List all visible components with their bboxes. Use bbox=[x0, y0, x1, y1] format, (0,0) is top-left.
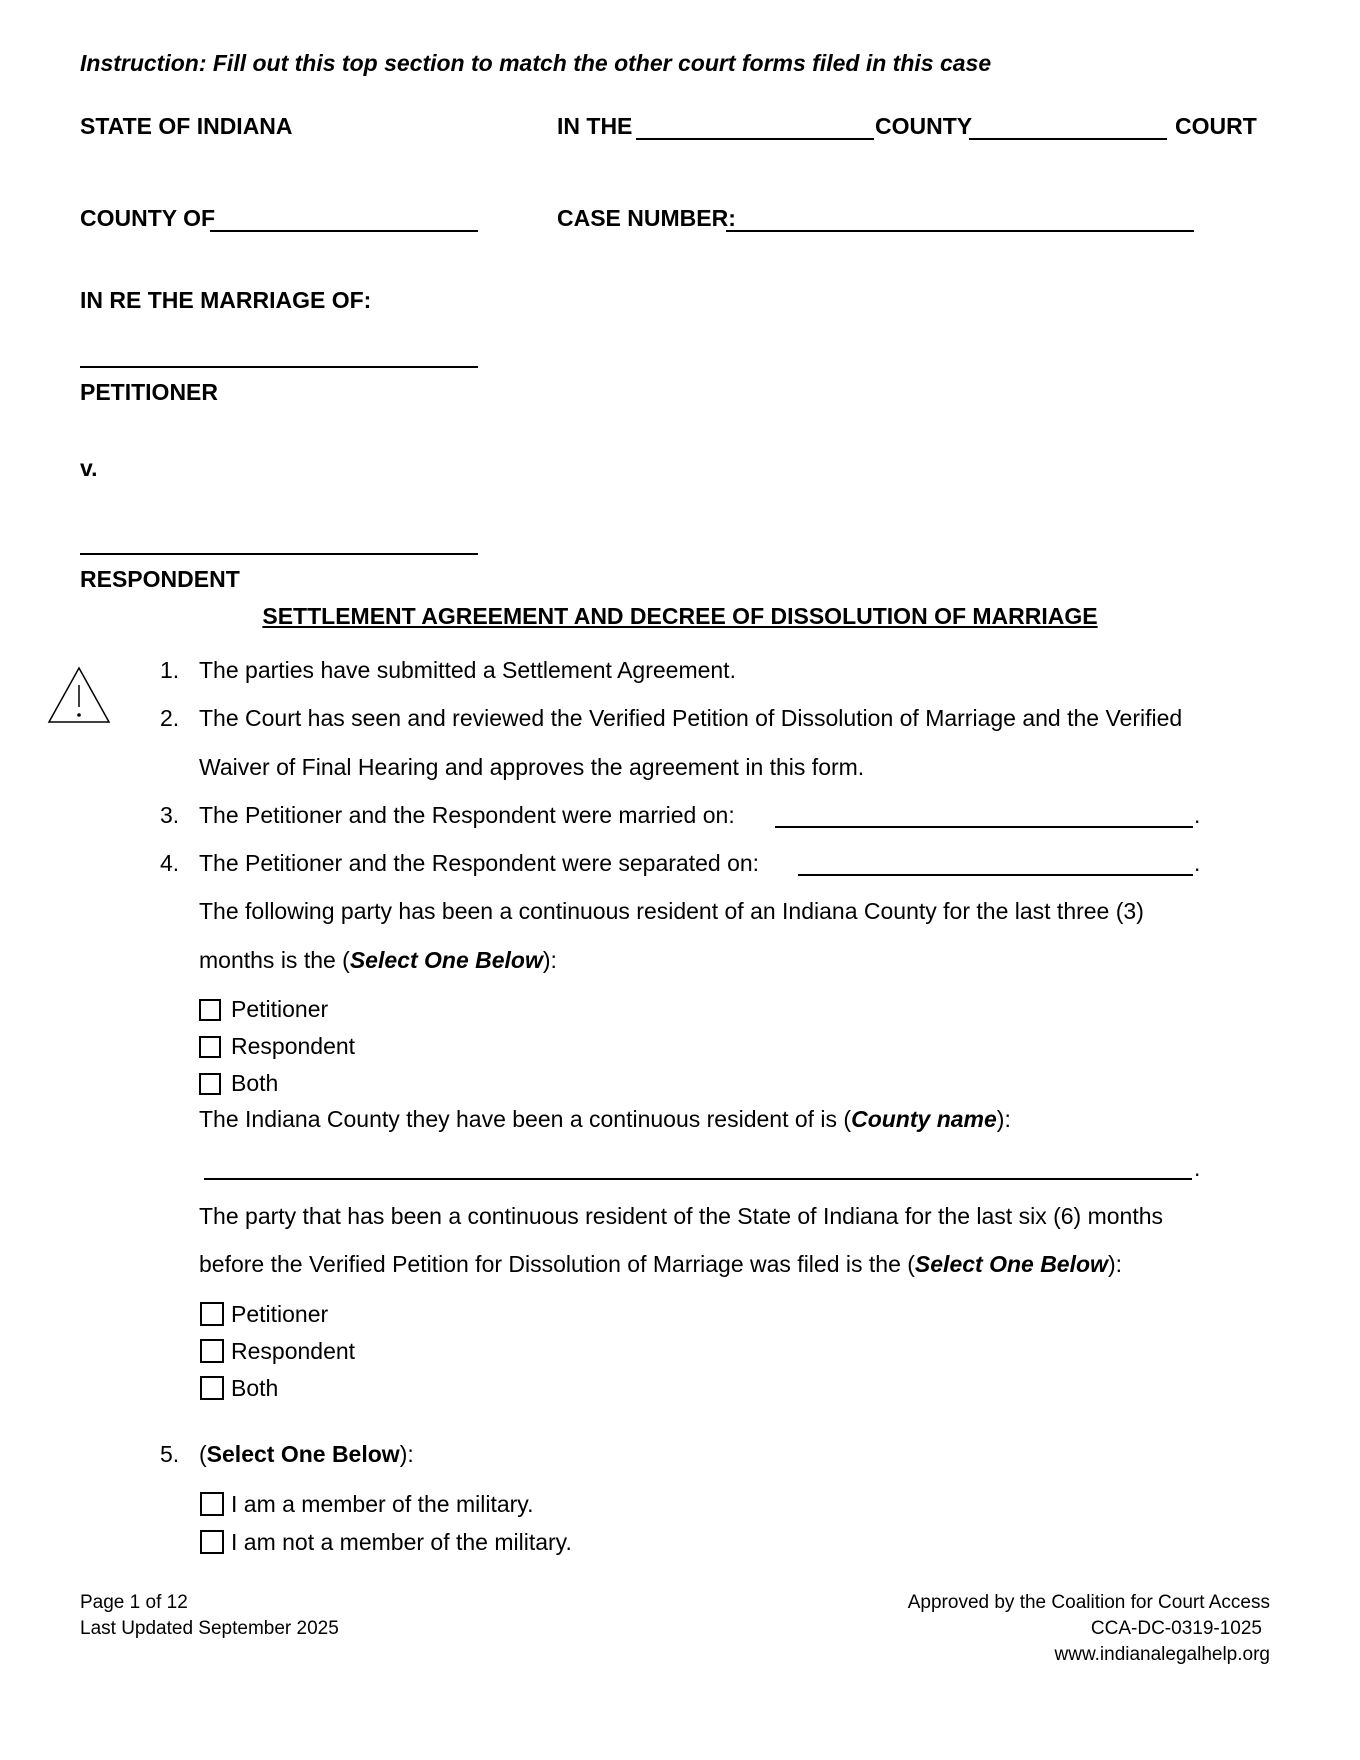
military-member-checkbox[interactable] bbox=[200, 1492, 224, 1516]
state-petitioner-checkbox[interactable] bbox=[200, 1302, 224, 1326]
in-re-label: IN RE THE MARRIAGE OF: bbox=[80, 287, 372, 313]
state-respondent-checkbox[interactable] bbox=[200, 1339, 224, 1363]
item-1-text: The parties have submitted a Settlement Agreement. bbox=[199, 657, 736, 683]
court-name-field[interactable] bbox=[969, 138, 1167, 140]
footer-last-updated: Last Updated September 2025 bbox=[80, 1618, 339, 1639]
court-word-label: COURT bbox=[1175, 113, 1257, 139]
county-word-label: COUNTY bbox=[875, 113, 973, 139]
versus-label: v. bbox=[80, 455, 98, 481]
county-petitioner-checkbox[interactable] bbox=[199, 999, 221, 1021]
item-2-text-line1: The Court has seen and reviewed the Verified Petition of Dissolution of Marriage and the Verified bbox=[199, 705, 1183, 731]
petitioner-label: PETITIONER bbox=[80, 379, 219, 405]
county-of-field[interactable] bbox=[210, 230, 478, 232]
petitioner-name-field[interactable] bbox=[80, 366, 478, 368]
military-prefix: ( bbox=[199, 1441, 207, 1467]
footer-approved: Approved by the Coalition for Court Access bbox=[907, 1592, 1270, 1613]
county-name-field[interactable] bbox=[204, 1178, 1192, 1180]
state-residency-line2 bbox=[199, 1251, 1122, 1278]
respondent-name-field[interactable] bbox=[80, 553, 478, 555]
county-select-one-label: Select One Below bbox=[349, 947, 543, 973]
county-residency-line2 bbox=[199, 947, 557, 974]
county-both-checkbox[interactable] bbox=[199, 1073, 221, 1095]
item-1-number: 1. bbox=[160, 657, 180, 683]
county-of-label: COUNTY OF bbox=[80, 205, 216, 231]
county-name-prefix: The Indiana County they have been a continuous resident of is ( bbox=[199, 1106, 852, 1132]
footer-form-code: CCA-DC-0319-1025 bbox=[1090, 1618, 1262, 1639]
county-name-emphasis: County name bbox=[851, 1106, 997, 1132]
item-3-number: 3. bbox=[160, 802, 180, 828]
state-residency-line1: The party that has been a continuous resident of the State of Indiana for the last six (6) months bbox=[199, 1203, 1164, 1229]
county-name-period: . bbox=[1194, 1155, 1201, 1181]
state-petitioner-label: Petitioner bbox=[231, 1301, 329, 1327]
item-4-text: The Petitioner and the Respondent were separated on: bbox=[199, 850, 760, 876]
county-name-suffix: ): bbox=[996, 1106, 1011, 1132]
marriage-date-field[interactable] bbox=[775, 826, 1193, 828]
item-4-period: . bbox=[1194, 850, 1201, 876]
state-select-one-label: Select One Below bbox=[914, 1251, 1108, 1277]
county-respondent-label: Respondent bbox=[231, 1033, 356, 1059]
case-number-field[interactable] bbox=[726, 230, 1194, 232]
instruction-text: Instruction: Fill out this top section to match the other court forms filed in this case bbox=[80, 50, 992, 76]
county-both-label: Both bbox=[231, 1070, 279, 1096]
separation-date-field[interactable] bbox=[798, 874, 1193, 876]
state-label: STATE OF INDIANA bbox=[80, 113, 293, 139]
case-number-label: CASE NUMBER: bbox=[557, 205, 736, 231]
state-both-checkbox[interactable] bbox=[200, 1376, 224, 1400]
military-not-member-label: I am not a member of the military. bbox=[231, 1529, 572, 1555]
county-petitioner-label: Petitioner bbox=[231, 996, 329, 1022]
county-respondent-checkbox[interactable] bbox=[199, 1036, 221, 1058]
item-5-number: 5. bbox=[160, 1441, 180, 1467]
county-residency-line1: The following party has been a continuous resident of an Indiana County for the last three (3) bbox=[199, 898, 1144, 924]
military-member-label: I am a member of the military. bbox=[231, 1491, 534, 1517]
respondent-label: RESPONDENT bbox=[80, 566, 240, 592]
state-residency-suffix: ): bbox=[1107, 1251, 1122, 1277]
state-both-label: Both bbox=[231, 1375, 279, 1401]
footer-website[interactable]: www.indianalegalhelp.org bbox=[1054, 1644, 1270, 1665]
in-the-label: IN THE bbox=[557, 113, 633, 139]
county-residency-suffix: ): bbox=[542, 947, 557, 973]
county-name-prompt bbox=[199, 1106, 1011, 1133]
military-select-one-label: Select One Below bbox=[206, 1441, 400, 1467]
state-respondent-label: Respondent bbox=[231, 1338, 356, 1364]
item-3-period: . bbox=[1194, 802, 1201, 828]
state-residency-prefix: before the Verified Petition for Dissolution of Marriage was filed is the ( bbox=[199, 1251, 915, 1277]
military-not-member-checkbox[interactable] bbox=[200, 1530, 224, 1554]
court-county-field[interactable] bbox=[636, 138, 874, 140]
item-3-text: The Petitioner and the Respondent were married on: bbox=[199, 802, 735, 828]
county-residency-prefix: months is the ( bbox=[199, 947, 350, 973]
footer-page-number: Page 1 of 12 bbox=[80, 1592, 188, 1613]
warning-triangle-icon bbox=[46, 665, 112, 725]
item-2-text-line2: Waiver of Final Hearing and approves the agreement in this form. bbox=[199, 754, 865, 780]
document-title: SETTLEMENT AGREEMENT AND DECREE OF DISSOLUTION OF MARRIAGE bbox=[262, 603, 1098, 629]
military-suffix: ): bbox=[399, 1441, 414, 1467]
item-4-number: 4. bbox=[160, 850, 180, 876]
title-wrap bbox=[0, 603, 1360, 630]
item-2-number: 2. bbox=[160, 705, 180, 731]
item-5-text bbox=[199, 1441, 414, 1468]
